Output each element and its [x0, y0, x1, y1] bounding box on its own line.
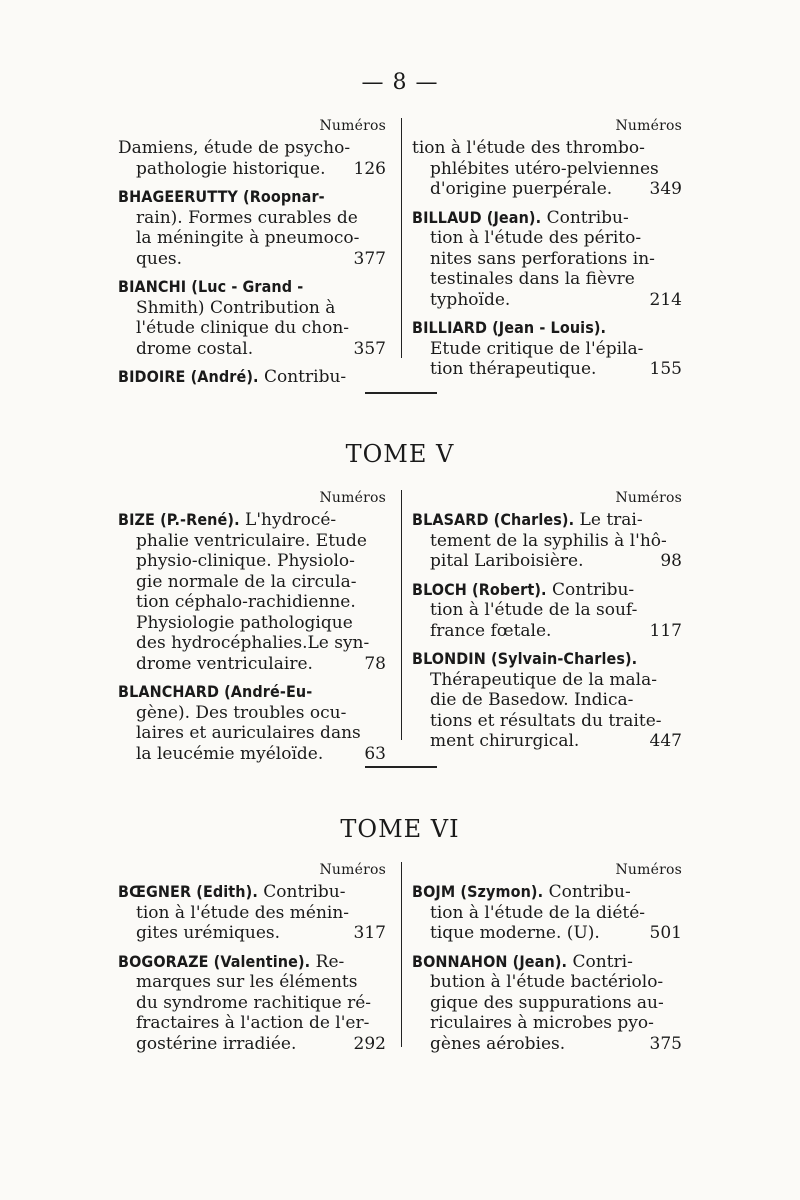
numeros-header: Numéros — [319, 862, 386, 878]
thesis-number: 501 — [649, 923, 682, 943]
entry-line — [118, 633, 386, 654]
entry-text: rain). Formes curables de — [136, 207, 358, 228]
entry-first-line — [412, 649, 682, 670]
title-start: L'hydrocé- — [239, 510, 337, 530]
entry-line — [412, 269, 682, 290]
entry-line — [118, 1013, 386, 1034]
entry-line — [118, 723, 386, 744]
entry-line — [412, 179, 682, 200]
entry-line — [118, 572, 386, 593]
thesis-number: 375 — [649, 1033, 682, 1054]
entry-text: drome costal. — [136, 338, 254, 359]
column-divider — [401, 118, 402, 358]
entry-line — [412, 600, 682, 621]
entry-text: du syndrome rachitique ré- — [136, 992, 372, 1013]
entry-line — [118, 592, 386, 613]
entry-first-line — [412, 580, 682, 601]
index-entry — [412, 580, 682, 642]
title-start: Contri- — [567, 951, 633, 972]
index-entry — [118, 138, 386, 179]
entry-line — [412, 159, 682, 180]
entry-text: tion céphalo-rachidienne. — [136, 592, 356, 612]
entry-line — [412, 339, 682, 360]
thesis-number: 357 — [353, 338, 386, 359]
entry-line — [412, 249, 682, 270]
entry-line — [412, 690, 682, 711]
entry-text: d'origine puerpérale. — [430, 179, 613, 199]
entry-text: Shmith) Contribution à — [136, 297, 336, 318]
entry-text: testinales dans la fièvre — [430, 269, 635, 289]
entry-first-line — [118, 952, 386, 973]
right-column — [400, 118, 682, 396]
entry-first-line — [118, 367, 386, 388]
index-entry — [118, 187, 386, 269]
entry-line — [412, 903, 682, 924]
entry-text: la leucémie myéloïde. — [136, 743, 324, 764]
column-divider — [401, 862, 402, 1047]
entry-line — [118, 744, 386, 765]
entry-text: gostérine irradiée. — [136, 1033, 297, 1054]
entry-text: tion à l'étude des ménin- — [136, 902, 350, 923]
entry-text: des hydrocéphalies.Le syn- — [136, 633, 370, 653]
entry-text: gène). Des troubles ocu- — [136, 702, 347, 723]
entry-text: ment chirurgical. — [430, 731, 580, 751]
entry-text: physio-clinique. Physiolo- — [136, 551, 355, 571]
index-entry — [412, 649, 682, 752]
entry-first-line — [118, 277, 386, 298]
entry-first-line — [118, 882, 386, 903]
entry-text: phalie ventriculaire. Etude — [136, 530, 367, 551]
entry-first-line — [412, 318, 682, 339]
author-name: BHAGEERUTTY (Roopnar- — [118, 187, 325, 206]
thesis-number: 98 — [660, 551, 682, 571]
index-entry — [412, 952, 682, 1055]
numeros-header: Numéros — [319, 490, 386, 506]
index-entry — [412, 318, 682, 380]
entry-line — [412, 359, 682, 380]
right-column — [400, 490, 682, 772]
entry-text: tions et résultats du traite- — [430, 710, 662, 731]
entry-first-line — [412, 510, 682, 531]
entry-line — [118, 972, 386, 993]
entry-text: gie normale de la circula- — [136, 571, 357, 592]
entry-line — [412, 972, 682, 993]
thesis-number: 63 — [364, 743, 386, 764]
author-name: BIANCHI (Luc - Grand - — [118, 277, 304, 296]
title-start: Re- — [310, 951, 345, 972]
entry-text: drome ventriculaire. — [136, 653, 313, 674]
author-name: BIZE (P.-René). — [118, 510, 240, 529]
entry-first-line — [118, 510, 386, 531]
left-column — [118, 118, 400, 396]
page-number: — 8 — — [361, 70, 439, 95]
index-entry — [412, 882, 682, 944]
tome-v-title: TOME V — [345, 440, 455, 468]
section-continuation — [118, 118, 684, 396]
title-start: Contribu- — [257, 882, 346, 902]
section-tome-vi — [118, 862, 684, 1062]
entry-first-line — [118, 682, 386, 703]
entry-text: la méningite à pneumoco- — [136, 228, 360, 248]
author-name: BILLAUD (Jean). — [412, 207, 542, 227]
thesis-number: 317 — [353, 923, 386, 943]
entry-line — [412, 228, 682, 249]
entry-text: laires et auriculaires dans — [136, 723, 361, 743]
title-start: Le trai- — [574, 510, 643, 530]
entry-line — [412, 993, 682, 1014]
entry-line — [412, 711, 682, 732]
author-name: BONNAHON (Jean). — [412, 951, 568, 971]
entry-first-line — [118, 187, 386, 208]
entry-text: ques. — [136, 248, 183, 269]
entry-line — [118, 228, 386, 249]
entry-text: typhoïde. — [430, 289, 511, 310]
author-name: BILLIARD (Jean - Louis). — [412, 318, 607, 337]
entry-line — [118, 613, 386, 634]
entry-line — [118, 208, 386, 229]
thesis-number: 117 — [649, 620, 682, 641]
entry-line — [118, 551, 386, 572]
thesis-number: 447 — [649, 731, 682, 751]
author-name: BŒGNER (Edith). — [118, 882, 258, 901]
thesis-number: 78 — [364, 653, 386, 674]
title-start: Contribu- — [543, 882, 631, 902]
entry-line — [118, 531, 386, 552]
entry-line — [412, 531, 682, 552]
column-divider — [401, 490, 402, 740]
entry-text: gites urémiques. — [136, 923, 281, 943]
entry-text: riculaires à microbes pyo- — [430, 1013, 654, 1033]
author-name: BIDOIRE (André). — [118, 367, 259, 386]
entry-line — [118, 703, 386, 724]
entry-text: Etude critique de l'épila- — [430, 338, 644, 359]
entry-text: pathologie historique. — [136, 158, 326, 179]
entry-text: tion à l'étude de la diété- — [430, 902, 646, 923]
entry-line — [118, 298, 386, 319]
entry-text: nites sans perforations in- — [430, 248, 655, 269]
entry-text: die de Basedow. Indica- — [430, 690, 634, 710]
author-name: BOJM (Szymon). — [412, 882, 544, 901]
entry-line — [412, 923, 682, 944]
index-entry — [118, 277, 386, 359]
author-name: BLASARD (Charles). — [412, 510, 575, 529]
entry-line — [118, 159, 386, 180]
entry-text: bution à l'étude bactériolo- — [430, 972, 664, 992]
numeros-header: Numéros — [615, 862, 682, 878]
index-entry — [412, 138, 682, 200]
entry-line — [118, 923, 386, 944]
entry-line — [412, 731, 682, 752]
entry-line — [412, 290, 682, 311]
numeros-header: Numéros — [615, 490, 682, 506]
entry-text: Physiologie pathologique — [136, 612, 353, 633]
entry-text: phlébites utéro-pelviennes — [430, 158, 659, 179]
entry-text: Damiens, étude de psycho- — [118, 138, 351, 158]
entry-line — [412, 138, 682, 159]
index-entry — [118, 952, 386, 1055]
author-name: BLONDIN (Sylvain-Charles). — [412, 649, 638, 668]
entry-text: tique moderne. (U). — [430, 923, 600, 943]
entry-text: pital Lariboisière. — [430, 551, 584, 571]
entry-text: tion à l'étude de la souf- — [430, 600, 638, 620]
entry-text: marques sur les éléments — [136, 972, 358, 992]
entry-text: tement de la syphilis à l'hô- — [430, 530, 667, 551]
entry-text: france fœtale. — [430, 620, 552, 641]
section-tome-v — [118, 490, 684, 772]
entry-first-line — [412, 882, 682, 903]
entry-line — [412, 1013, 682, 1034]
thesis-number: 377 — [353, 248, 386, 269]
author-name: BLANCHARD (André-Eu- — [118, 682, 313, 701]
index-entry — [412, 510, 682, 572]
entry-first-line — [412, 952, 682, 973]
index-entry — [118, 367, 386, 388]
title-start: Contribu- — [258, 367, 347, 387]
entry-line — [118, 654, 386, 675]
entry-text: gènes aérobies. — [430, 1033, 566, 1054]
title-start: Contribu- — [541, 207, 629, 228]
numeros-header: Numéros — [615, 118, 682, 134]
thesis-number: 214 — [649, 289, 682, 310]
entry-line — [118, 339, 386, 360]
entry-line — [118, 318, 386, 339]
entry-line — [118, 1034, 386, 1055]
entry-text: tion thérapeutique. — [430, 359, 597, 379]
section-rule — [365, 392, 437, 394]
section-rule — [365, 766, 437, 768]
thesis-number: 126 — [353, 158, 386, 179]
index-entry — [118, 882, 386, 944]
entry-line — [118, 249, 386, 270]
thesis-number: 349 — [649, 179, 682, 199]
entry-text: gique des suppurations au- — [430, 992, 664, 1013]
entry-text: tion à l'étude des périto- — [430, 228, 642, 248]
entry-line — [118, 138, 386, 159]
entry-line — [412, 621, 682, 642]
entry-text: tion à l'étude des thrombo- — [412, 138, 645, 158]
numeros-header: Numéros — [319, 118, 386, 134]
thesis-number: 292 — [353, 1033, 386, 1054]
entry-line — [412, 1034, 682, 1055]
entry-text: fractaires à l'action de l'er- — [136, 1013, 370, 1033]
left-column — [118, 862, 400, 1062]
author-name: BLOCH (Robert). — [412, 579, 547, 599]
thesis-number: 155 — [649, 359, 682, 379]
author-name: BOGORAZE (Valentine). — [118, 951, 311, 971]
index-entry — [118, 510, 386, 674]
entry-text: Thérapeutique de la mala- — [430, 669, 657, 690]
entry-line — [412, 670, 682, 691]
index-entry — [118, 682, 386, 764]
left-column — [118, 490, 400, 772]
entry-text: l'étude clinique du chon- — [136, 318, 350, 338]
tome-vi-title: TOME VI — [340, 815, 460, 843]
index-entry — [412, 208, 682, 311]
entry-line — [412, 551, 682, 572]
entry-line — [118, 903, 386, 924]
entry-first-line — [412, 208, 682, 229]
entry-line — [118, 993, 386, 1014]
right-column — [400, 862, 682, 1062]
title-start: Contribu- — [546, 579, 635, 600]
